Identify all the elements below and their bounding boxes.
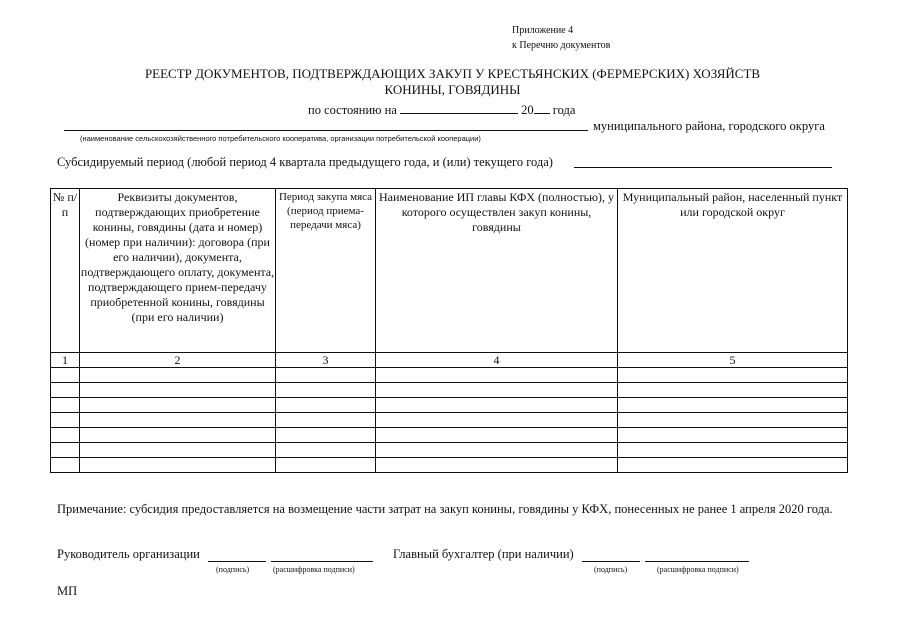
stamp-place: МП — [57, 584, 78, 598]
table-cell[interactable] — [618, 398, 848, 413]
table-cell[interactable] — [376, 428, 618, 443]
table-cell[interactable] — [51, 383, 80, 398]
table-cell[interactable] — [80, 383, 276, 398]
table-cell[interactable] — [618, 458, 848, 473]
table-row — [51, 458, 848, 473]
table-cell[interactable] — [276, 443, 376, 458]
table-row — [51, 383, 848, 398]
subsidized-period-label: Субсидируемый период (любой период 4 квартала предыдущего года, и (или) текущего года) — [57, 155, 553, 169]
subsidized-period-field[interactable] — [574, 166, 832, 168]
header-document-details: Реквизиты документов, подтверждающих приобретение конины, говядины (дата и номер) (номер при наличии): договора (при его наличии), документа, подтверждающего оплату, документа, подтверждающего прием-передачу приобретенной конины, говядины (при его наличии) — [80, 189, 276, 353]
table-cell[interactable] — [618, 443, 848, 458]
table-cell[interactable] — [376, 368, 618, 383]
column-number-row — [51, 353, 848, 368]
table-cell[interactable] — [80, 398, 276, 413]
table-row — [51, 428, 848, 443]
organization-caption: (наименование сельскохозяйственного потребительского кооператива, организации потребительской кооперации) — [80, 134, 481, 143]
year-field[interactable] — [534, 101, 550, 114]
as-of-date-line — [308, 101, 575, 118]
column-number: 4 — [376, 353, 618, 368]
table-cell[interactable] — [376, 443, 618, 458]
registry-table — [50, 188, 848, 473]
table-cell[interactable] — [618, 368, 848, 383]
head-name-field[interactable] — [271, 560, 373, 562]
table-cell[interactable] — [376, 458, 618, 473]
header-purchase-period: Период закупа мяса (период приема-передачи мяса) — [276, 189, 376, 353]
table-cell[interactable] — [276, 383, 376, 398]
table-cell[interactable] — [276, 428, 376, 443]
organization-name-field[interactable] — [64, 129, 588, 131]
table-cell[interactable] — [376, 383, 618, 398]
appendix-note — [512, 23, 610, 53]
table-cell[interactable] — [376, 398, 618, 413]
table-cell[interactable] — [51, 368, 80, 383]
date-field[interactable] — [400, 101, 518, 114]
table-cell[interactable] — [80, 443, 276, 458]
table-cell[interactable] — [276, 413, 376, 428]
table-cell[interactable] — [80, 428, 276, 443]
table-cell[interactable] — [80, 413, 276, 428]
table-cell[interactable] — [51, 413, 80, 428]
appendix-line-1: Приложение 4 — [512, 25, 574, 36]
header-municipality: Муниципальный район, населенный пункт или городской округ — [618, 189, 848, 353]
table-cell[interactable] — [618, 383, 848, 398]
column-number: 2 — [80, 353, 276, 368]
title-line-2: КОНИНЫ, ГОВЯДИНЫ — [384, 82, 521, 97]
title-line-1: РЕЕСТР ДОКУМЕНТОВ, ПОДТВЕРЖДАЮЩИХ ЗАКУП У КРЕСТЬЯНСКИХ (ФЕРМЕРСКИХ) ХОЗЯЙСТВ — [144, 66, 761, 81]
accountant-signature-field[interactable] — [582, 560, 640, 562]
municipal-label: муниципального района, городского округа — [593, 119, 825, 133]
table-cell[interactable] — [276, 398, 376, 413]
column-number: 1 — [51, 353, 80, 368]
table-row — [51, 398, 848, 413]
head-label: Руководитель организации — [57, 547, 200, 561]
accountant-signature-caption: (подпись) — [594, 565, 628, 574]
table-cell[interactable] — [276, 458, 376, 473]
table-cell[interactable] — [51, 398, 80, 413]
accountant-name-field[interactable] — [645, 560, 749, 562]
head-signature-field[interactable] — [208, 560, 266, 562]
year-prefix: 20 — [521, 103, 534, 117]
table-cell[interactable] — [618, 428, 848, 443]
accountant-label: Главный бухгалтер (при наличии) — [393, 547, 574, 561]
table-cell[interactable] — [376, 413, 618, 428]
table-cell[interactable] — [276, 368, 376, 383]
column-number: 5 — [618, 353, 848, 368]
table-cell[interactable] — [80, 458, 276, 473]
accountant-name-caption: (расшифровка подписи) — [657, 565, 739, 574]
column-number: 3 — [276, 353, 376, 368]
table-row — [51, 443, 848, 458]
header-farm-name: Наименование ИП главы КФХ (полностью), у которого осуществлен закуп конины, говядины — [376, 189, 618, 353]
as-of-label: по состоянию на — [308, 103, 397, 117]
table-row — [51, 368, 848, 383]
table-cell[interactable] — [618, 413, 848, 428]
table-cell[interactable] — [51, 458, 80, 473]
table-cell[interactable] — [51, 428, 80, 443]
header-row — [51, 189, 848, 353]
document-title — [0, 66, 905, 98]
footnote: Примечание: субсидия предоставляется на возмещение части затрат на закуп конины, говядины у КФХ, понесенных не ранее 1 апреля 2020 года. — [57, 502, 833, 516]
table-row — [51, 413, 848, 428]
header-number: № п/п — [51, 189, 80, 353]
head-signature-caption: (подпись) — [216, 565, 250, 574]
appendix-line-2: к Перечню документов — [512, 40, 611, 51]
head-name-caption: (расшифровка подписи) — [273, 565, 355, 574]
year-suffix: года — [552, 103, 576, 117]
table-cell[interactable] — [51, 443, 80, 458]
table-cell[interactable] — [80, 368, 276, 383]
